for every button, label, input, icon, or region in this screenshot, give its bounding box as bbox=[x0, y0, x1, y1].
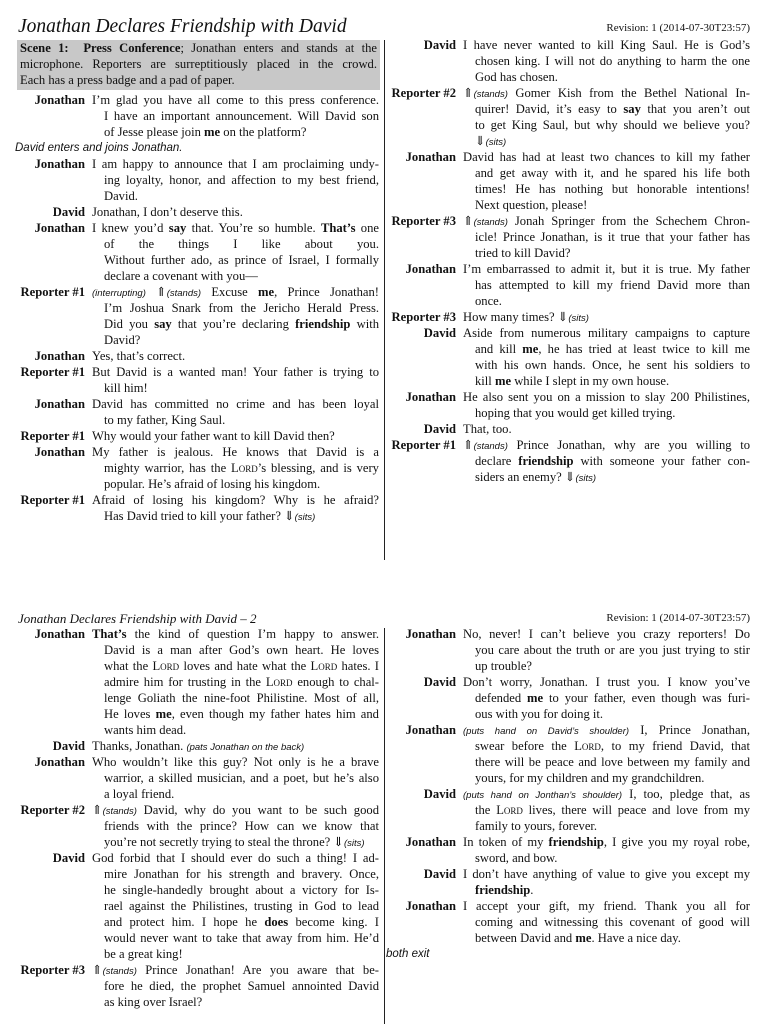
revision-note: Revision: 1 (2014-07-30T23:57) bbox=[606, 22, 750, 34]
dialogue-line: what the Lord loves and hate what the Lord hates. I bbox=[104, 659, 379, 673]
dialogue-line: I knew you’d say that. You’re so humble. That’s one bbox=[92, 221, 379, 235]
scene-heading-line: Each has a press badge and a pad of paper. bbox=[20, 73, 235, 87]
dialogue-line: That’s the kind of question I’m happy to answer. bbox=[92, 627, 379, 641]
speaker-name: Jonathan bbox=[34, 755, 85, 769]
speaker-name: David bbox=[52, 739, 85, 753]
dialogue-line: yours, for my children and my grandchildren. bbox=[475, 771, 705, 785]
dialogue-line: to get King Saul, but why should we believe you? bbox=[475, 118, 750, 132]
speaker-name: Jonathan bbox=[405, 899, 456, 913]
dialogue-line: popular. He’s afraid of losing his kingdom. bbox=[104, 477, 321, 491]
dialogue-line: David. bbox=[104, 189, 138, 203]
speaker-name: Reporter #3 bbox=[20, 963, 85, 977]
dialogue-line: Who wouldn’t like this guy? Not only is he a brave bbox=[92, 755, 379, 769]
dialogue-line: Has David tried to kill your father? ⇓(sits) bbox=[104, 509, 316, 523]
dialogue-line: David has committed no crime and has been loyal bbox=[92, 397, 379, 411]
dialogue-line: God forbid that I should ever do such a thing! I ad- bbox=[92, 851, 379, 865]
speaker-name: Jonathan bbox=[34, 627, 85, 641]
speaker-name: David bbox=[423, 867, 456, 881]
dialogue-line: mire Jonathan for his strength and bravery. Once, bbox=[104, 867, 379, 881]
dialogue-line: I am happy to announce that I am proclaiming undy- bbox=[92, 157, 379, 171]
dialogue-line: sword, and bow. bbox=[475, 851, 558, 865]
dialogue-line: friends with the prince? How can we know that bbox=[104, 819, 379, 833]
dialogue-line: chosen king. I will not do anything to harm the one bbox=[475, 54, 750, 68]
page-title: Jonathan Declares Friendship with David bbox=[18, 16, 347, 37]
dialogue-line: friendship. bbox=[475, 883, 534, 897]
dialogue-line: you’re not secretly trying to steal the throne? ⇓(sits) bbox=[104, 835, 365, 849]
dialogue-line: kill me while I slept in my own house. bbox=[475, 374, 670, 388]
speaker-name: Reporter #1 bbox=[20, 493, 85, 507]
dialogue-line: as king over Israel? bbox=[104, 995, 203, 1009]
dialogue-line: ing loyalty, honor, and affection to my best friend, bbox=[104, 173, 379, 187]
dialogue-line: admire him for trusting in the Lord enough to chal- bbox=[104, 675, 380, 689]
dialogue-line: you care about the truth or are you just trying to stir bbox=[475, 643, 750, 657]
dialogue-line: Without further ado, as prince of Israel, I formally bbox=[104, 253, 379, 267]
dialogue-line: ⇑(stands) David, why do you want to be such good bbox=[92, 803, 379, 817]
speaker-name: Jonathan bbox=[405, 627, 456, 641]
dialogue-line: David has had at least two chances to kill my father bbox=[463, 150, 750, 164]
dialogue-line: God has chosen. bbox=[475, 70, 558, 84]
speaker-name: Reporter #2 bbox=[391, 86, 456, 100]
dialogue-line: I’m embarrassed to admit it, but it is true. My father bbox=[463, 262, 750, 276]
dialogue-line: declare a covenant with you— bbox=[104, 269, 258, 283]
dialogue-line: (interrupting) ⇑(stands) Excuse me, Prince Jonathan! bbox=[92, 285, 379, 299]
dialogue-line: kill him! bbox=[104, 381, 148, 395]
speaker-name: David bbox=[423, 422, 456, 436]
stage-direction: both exit bbox=[386, 948, 430, 960]
dialogue-line: he single-handedly brought about a victory for Is- bbox=[104, 883, 379, 897]
speaker-name: Jonathan bbox=[405, 835, 456, 849]
dialogue-line: David? bbox=[104, 333, 141, 347]
speaker-name: Reporter #1 bbox=[20, 285, 85, 299]
dialogue-line: How many times? ⇓(sits) bbox=[463, 310, 589, 324]
dialogue-line: I have never wanted to kill King Saul. He is God’s bbox=[463, 38, 750, 52]
dialogue-line: the Lord lives, there will peace and love from my bbox=[475, 803, 750, 817]
dialogue-line: mighty warrior, has the Lord’s blessing, and is very bbox=[104, 461, 379, 475]
dialogue-line: Did you say that you’re declaring friendship with bbox=[104, 317, 379, 331]
speaker-name: David bbox=[423, 326, 456, 340]
dialogue-line: But David is a wanted man! Your father is trying to bbox=[92, 365, 379, 379]
dialogue-line: I accept your gift, my friend. Thank you all for bbox=[463, 899, 750, 913]
dialogue-line: hoping that you would get killed trying. bbox=[475, 406, 676, 420]
dialogue-line: has attempted to kill my friend David more than bbox=[475, 278, 750, 292]
dialogue-line: declare friendship with someone your father con- bbox=[475, 454, 750, 468]
dialogue-line: (puts hand on David’s shoulder) I, Prince Jonathan, bbox=[463, 723, 750, 737]
dialogue-line: siders an enemy? ⇓(sits) bbox=[475, 470, 597, 484]
dialogue-line: (puts hand on Jonthan’s shoulder) I, too, pledge that, as bbox=[463, 787, 750, 801]
speaker-name: Jonathan bbox=[34, 445, 85, 459]
dialogue-line: ⇓(sits) bbox=[475, 134, 507, 148]
dialogue-line: of Jesse please join me on the platform? bbox=[104, 125, 307, 139]
dialogue-line: be a great king! bbox=[104, 947, 183, 961]
dialogue-line: and protect him. I hope he does become king. I bbox=[104, 915, 379, 929]
revision-note-2: Revision: 1 (2014-07-30T23:57) bbox=[606, 612, 750, 624]
dialogue-line: No, never! I can’t believe you crazy reporters! Do bbox=[463, 627, 750, 641]
dialogue-line: once. bbox=[475, 294, 502, 308]
dialogue-line: Afraid of losing his kingdom? Why is he afraid? bbox=[92, 493, 379, 507]
dialogue-line: I’m glad you have all come to this press conference. bbox=[92, 93, 379, 107]
speaker-name: Reporter #2 bbox=[20, 803, 85, 817]
dialogue-line: times! He has nothing but honorable intentions! bbox=[475, 182, 750, 196]
dialogue-line: ous with you for doing it. bbox=[475, 707, 604, 721]
speaker-name: Jonathan bbox=[405, 723, 456, 737]
page-title-2: Jonathan Declares Friendship with David – 2 bbox=[18, 611, 257, 626]
dialogue-line: of the things I like about you. bbox=[104, 237, 379, 251]
dialogue-line: Yes, that’s correct. bbox=[92, 349, 186, 363]
speaker-name: Reporter #1 bbox=[20, 429, 85, 443]
speaker-name: Jonathan bbox=[34, 349, 85, 363]
dialogue-line: swear before the Lord, to my friend David, that bbox=[475, 739, 750, 753]
dialogue-line: David is a man after God’s own heart. He loves bbox=[104, 643, 379, 657]
dialogue-line: ⇑(stands) Prince Jonathan, why are you willing to bbox=[463, 438, 750, 452]
dialogue-line: Why would your father want to kill David then? bbox=[92, 429, 335, 443]
dialogue-line: a loyal friend. bbox=[104, 787, 175, 801]
dialogue-line: wants him dead. bbox=[104, 723, 187, 737]
dialogue-line: He also sent you on a mission to slay 200 Philistines, bbox=[463, 390, 750, 404]
dialogue-line: tried to kill David? bbox=[475, 246, 571, 260]
dialogue-line: rael against the Philistines, trusting in God to lead bbox=[104, 899, 379, 913]
speaker-name: Jonathan bbox=[405, 150, 456, 164]
speaker-name: Reporter #1 bbox=[20, 365, 85, 379]
speaker-name: Jonathan bbox=[34, 93, 85, 107]
dialogue-line: He loves me, even though my father hates him and bbox=[104, 707, 379, 721]
speaker-name: Reporter #1 bbox=[391, 438, 456, 452]
dialogue-line: quirer! David, it’s easy to say that you aren’t out bbox=[475, 102, 750, 116]
dialogue-line: Next question, please! bbox=[475, 198, 588, 212]
dialogue-line: I’m Joshua Snark from the Jericho Herald Press. bbox=[104, 301, 379, 315]
speaker-name: David bbox=[52, 851, 85, 865]
scene-heading-line: microphone. Reporters are surreptitiously placed in the crowd. bbox=[20, 57, 377, 71]
dialogue-line: between David and me. Have a nice day. bbox=[475, 931, 681, 945]
dialogue-line: That, too. bbox=[463, 422, 512, 436]
dialogue-line: Aside from numerous military campaigns to capture bbox=[463, 326, 750, 340]
speaker-name: Jonathan bbox=[34, 221, 85, 235]
speaker-name: Jonathan bbox=[405, 390, 456, 404]
dialogue-line: Thanks, Jonathan. (pats Jonathan on the back) bbox=[92, 739, 305, 753]
speaker-name: Jonathan bbox=[34, 157, 85, 171]
speaker-name: David bbox=[52, 205, 85, 219]
stage-direction: David enters and joins Jonathan. bbox=[15, 142, 183, 154]
dialogue-line: ⇑(stands) Prince Jonathan! Are you aware that be- bbox=[92, 963, 379, 977]
dialogue-line: ⇑(stands) Jonah Springer from the Schechem Chron- bbox=[463, 214, 750, 228]
dialogue-line: lenge Goliath the nine-foot Philistine. Most of all, bbox=[104, 691, 379, 705]
speaker-name: David bbox=[423, 787, 456, 801]
speaker-name: Jonathan bbox=[34, 397, 85, 411]
speaker-name: Jonathan bbox=[405, 262, 456, 276]
dialogue-line: I have an important announcement. Will David son bbox=[104, 109, 379, 123]
dialogue-line: icle! Prince Jonathan, is it true that your father has bbox=[475, 230, 750, 244]
dialogue-line: family to yours, forever. bbox=[475, 819, 598, 833]
dialogue-line: up trouble? bbox=[475, 659, 533, 673]
dialogue-line: I don’t have anything of value to give you except my bbox=[463, 867, 750, 881]
speaker-name: Reporter #3 bbox=[391, 214, 456, 228]
dialogue-line: with his own hands. Once, he sent his soldiers to bbox=[475, 358, 750, 372]
dialogue-line: ⇑(stands) Gomer Kish from the Bethel National In- bbox=[463, 86, 750, 100]
dialogue-line: fore he died, the prophet Samuel annointed David bbox=[104, 979, 379, 993]
dialogue-line: My father is jealous. He knows that David is a bbox=[92, 445, 379, 459]
dialogue-line: and get away with it, and he spared his life both bbox=[475, 166, 750, 180]
dialogue-line: Don’t worry, Jonathan. I trust you. I know you’ve bbox=[463, 675, 750, 689]
speaker-name: Reporter #3 bbox=[391, 310, 456, 324]
speaker-name: David bbox=[423, 38, 456, 52]
dialogue-line: would never want to take that away from him. He’d bbox=[104, 931, 379, 945]
dialogue-line: there will be peace and love between my family and bbox=[475, 755, 750, 769]
dialogue-line: In token of my friendship, I give you my royal robe, bbox=[463, 835, 750, 849]
dialogue-line: warrior, a skilled musician, and a poet, but he’s also bbox=[104, 771, 379, 785]
dialogue-line: coming and witnessing this covenant of good will bbox=[475, 915, 750, 929]
speaker-name: David bbox=[423, 675, 456, 689]
dialogue-line: to my father, King Saul. bbox=[104, 413, 226, 427]
dialogue-line: and kill me, he has tried at least twice to kill me bbox=[475, 342, 751, 356]
dialogue-line: Jonathan, I don’t deserve this. bbox=[92, 205, 243, 219]
scene-heading-line: Scene 1: Press Conference; Jonathan enters and stands at the bbox=[20, 41, 378, 55]
dialogue-line: defended me to your father, even though was furi- bbox=[475, 691, 750, 705]
